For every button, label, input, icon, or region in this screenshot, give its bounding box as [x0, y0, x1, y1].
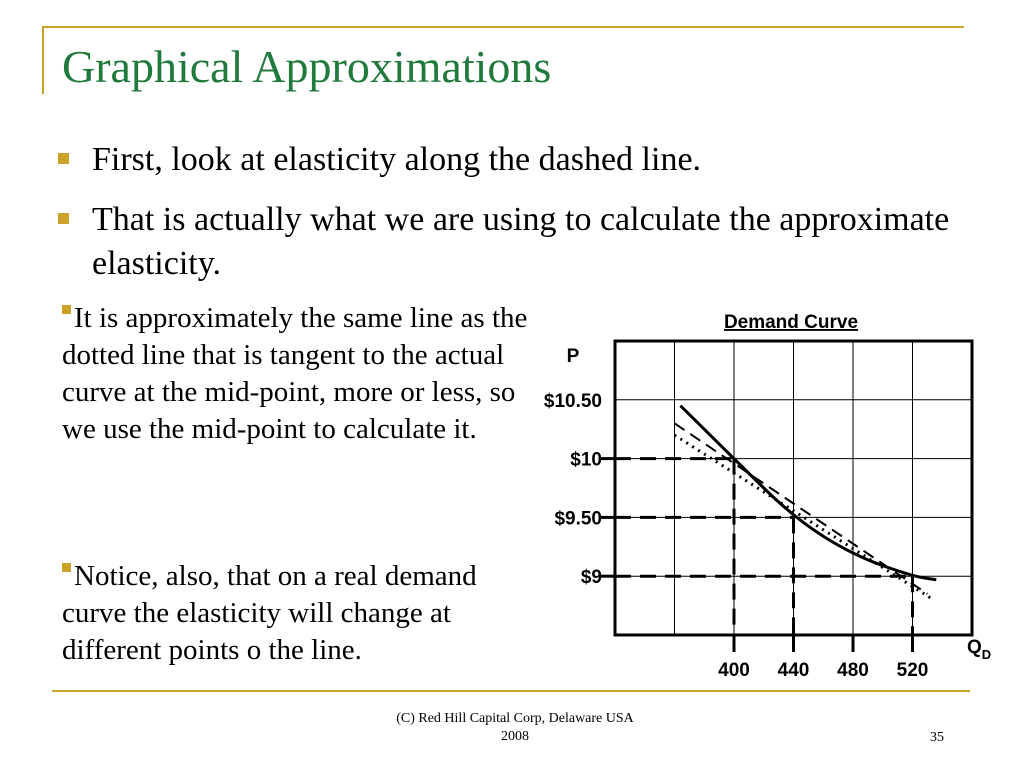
footer-line-2: 2008 [501, 729, 529, 744]
y-tick-label: $9 [580, 567, 602, 589]
sub-bullet-2-text: Notice, also, that on a real demand curve the elasticity will change at different points o the line. [62, 560, 477, 666]
x-axis-label [967, 637, 991, 662]
footer-line-1: (C) Red Hill Capital Corp, Delaware USA [396, 711, 634, 726]
bullet-1-text: First, look at elasticity along the dashed line. [92, 141, 702, 178]
plot-area [544, 341, 972, 681]
x-axis-label-main: Q [967, 637, 982, 658]
x-tick-label: 520 [896, 660, 929, 681]
demand-curve-line [680, 406, 936, 580]
x-axis-label-subscript: D [981, 647, 992, 662]
y-tick-label: $10 [570, 449, 602, 471]
bullet-2-text: That is actually what we are using to calculate the approximate elasticity. [92, 201, 950, 282]
footer [360, 710, 670, 746]
y-tick-label: $9.50 [554, 508, 602, 530]
x-tick-label: 480 [837, 660, 869, 681]
sub-bullet-1-text: It is approximately the same line as the dotted line that is tangent to the actual curve at the mid-point, more or less, so we use the mid-point to calculate it. [62, 302, 528, 445]
x-tick-label: 440 [777, 660, 810, 681]
chart-title: Demand Curve [723, 312, 859, 333]
x-tick-label: 400 [718, 660, 750, 681]
slide-title: Graphical Approximations [62, 41, 552, 92]
y-tick-label: $10.50 [543, 390, 602, 412]
y-axis-label: P [566, 346, 580, 367]
slide-number: 35 [930, 730, 944, 745]
